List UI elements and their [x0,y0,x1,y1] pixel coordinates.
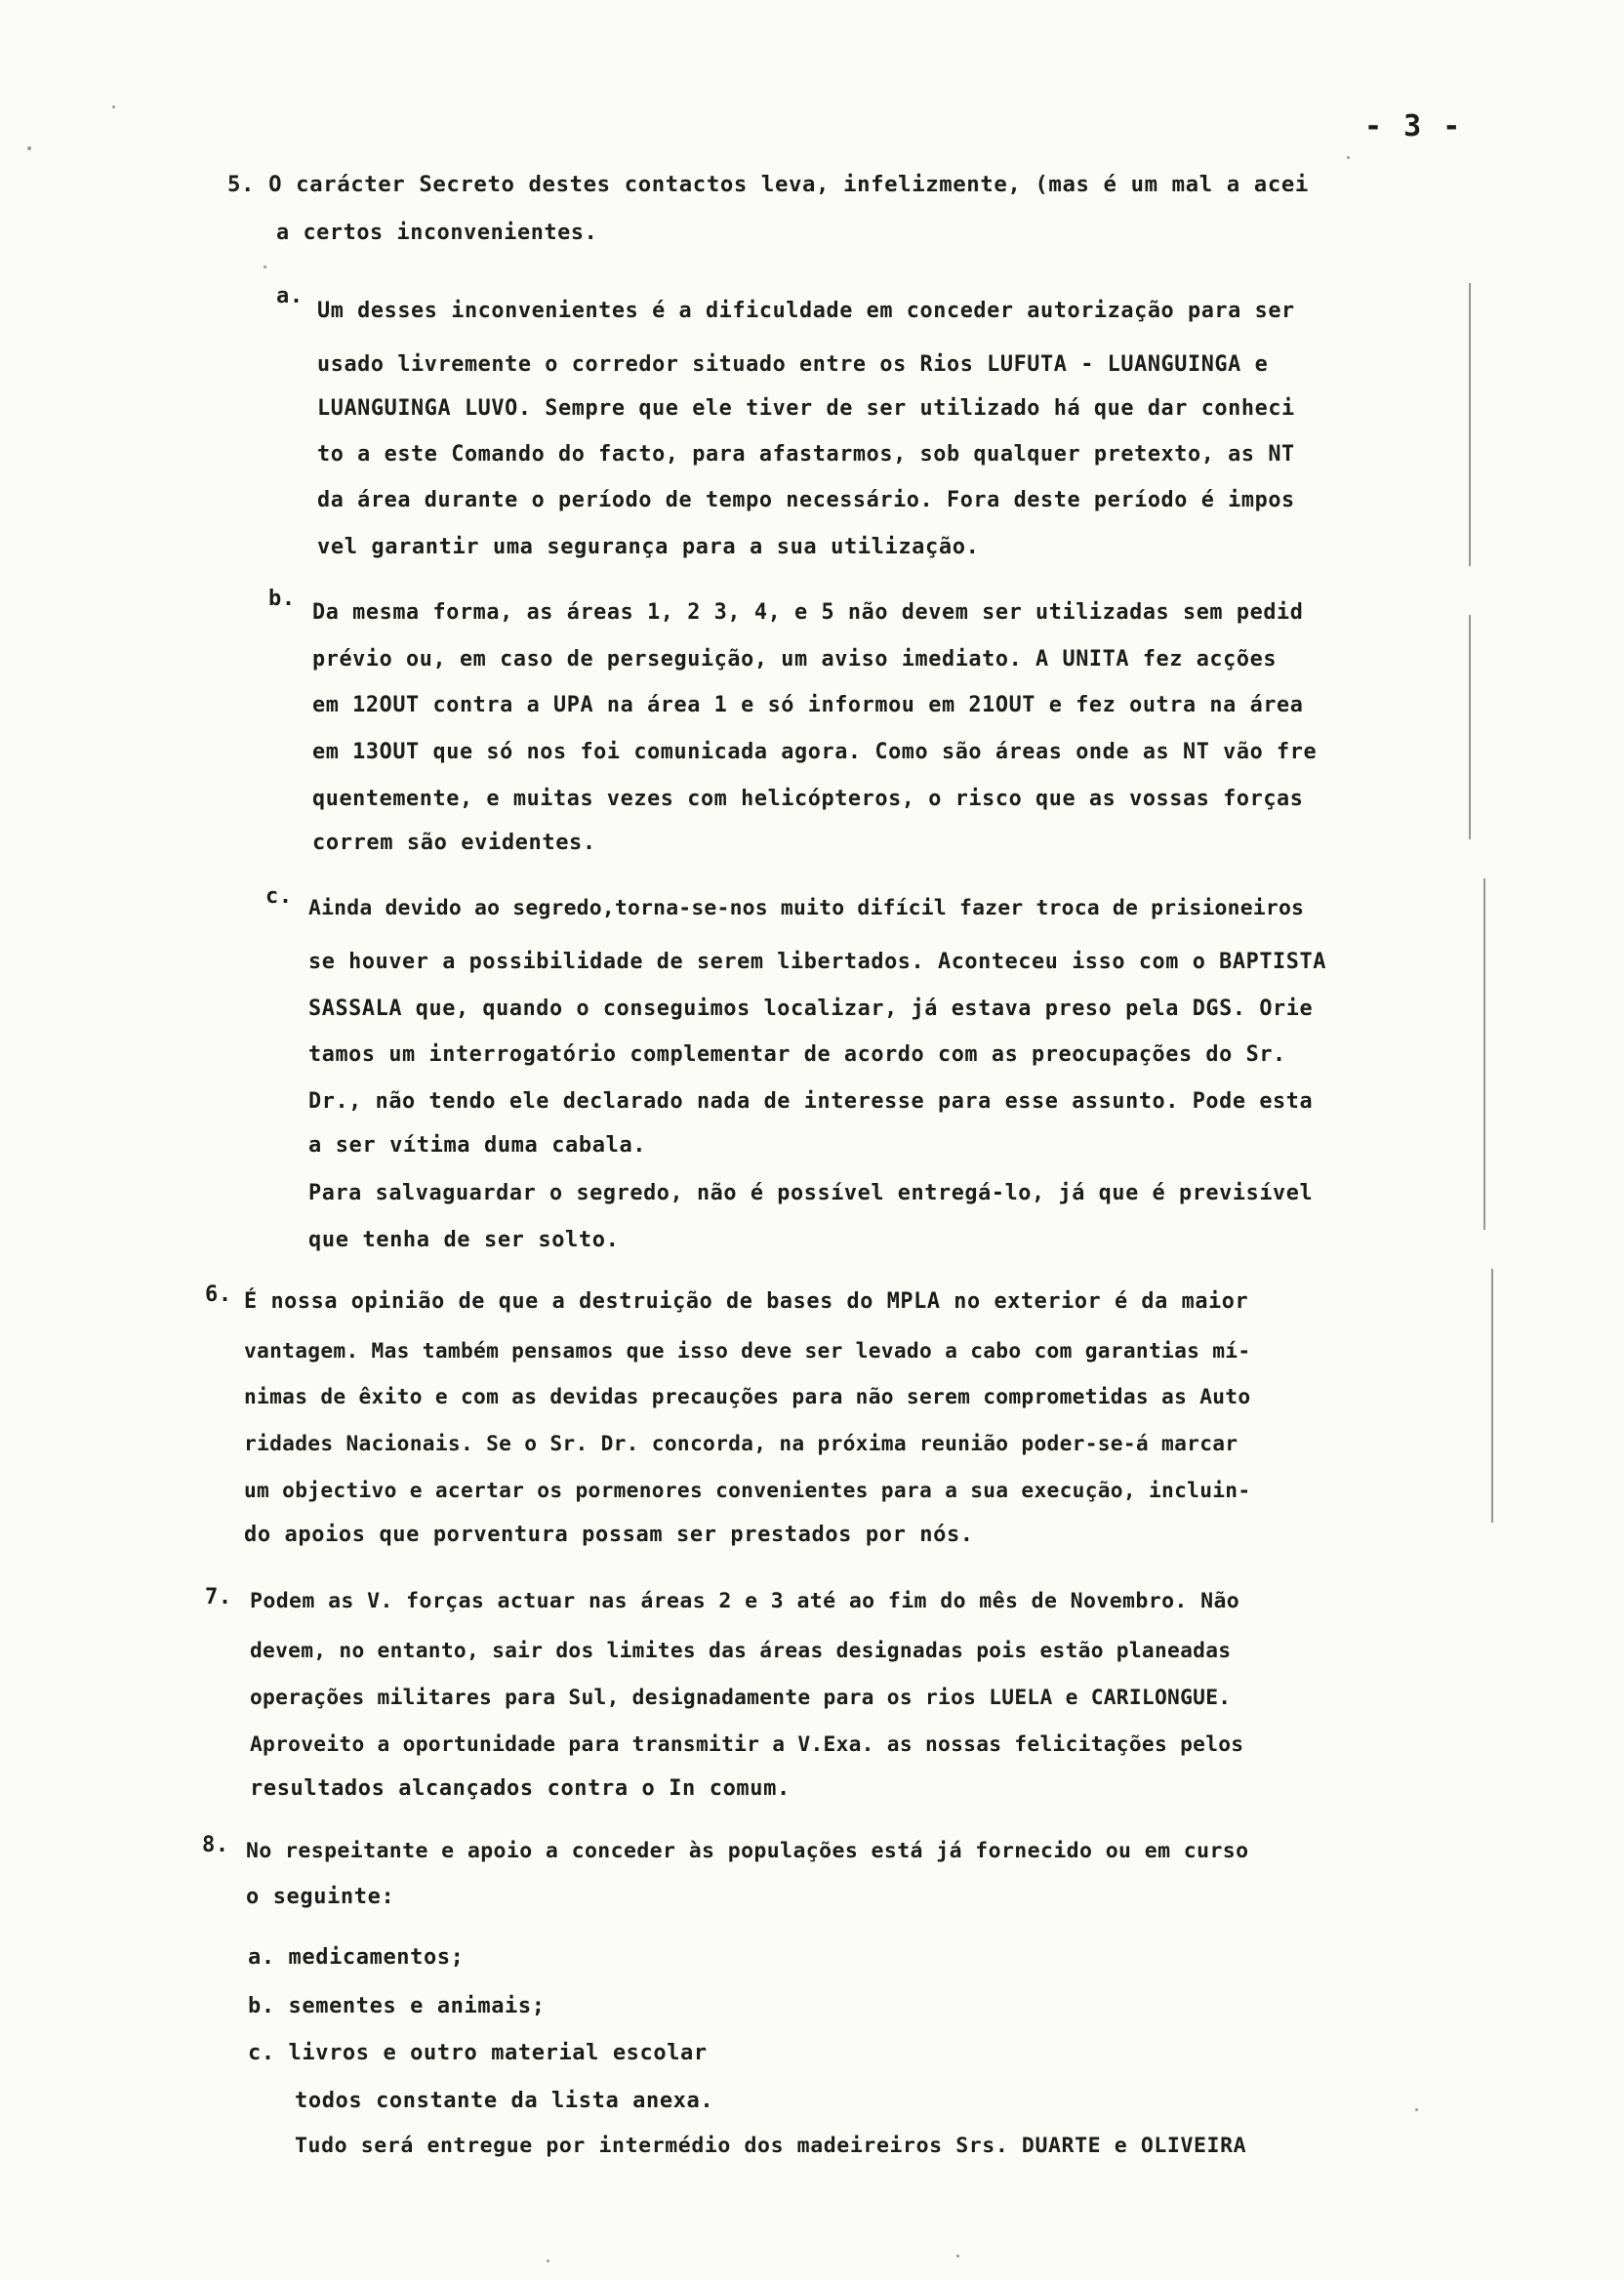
margin-mark [1483,878,1485,1230]
text-line: resultados alcançados contra o In comum. [250,1776,791,1801]
text-line: ridades Nacionais. Se o Sr. Dr. concorda, na próxima reunião poder-se-á marcar [244,1431,1238,1455]
text-line: prévio ou, em caso de perseguição, um aviso imediato. A UNITA fez acções [312,647,1278,672]
scan-speck [264,265,266,268]
text-line: todos constante da lista anexa. [295,2089,714,2113]
text-line: Tudo será entregue por intermédio dos madeireiros Srs. DUARTE e OLIVEIRA [295,2134,1247,2158]
text-line: Podem as V. forças actuar nas áreas 2 e 3 até ao fim do mês de Novembro. Não [250,1589,1240,1613]
text-line: operações militares para Sul, designadamente para os rios LUELA e CARILONGUE. [250,1685,1232,1709]
text-line: devem, no entanto, sair dos limites das áreas designadas pois estão planeadas [250,1638,1232,1662]
text-line: do apoios que porventura possam ser prestados por nós. [244,1523,974,1547]
text-line: vel garantir uma segurança para a sua utilização. [317,535,980,559]
text-line: to a este Comando do facto, para afastarmos, sob qualquer pretexto, as NT [317,442,1295,467]
list-item: a. medicamentos; [248,1945,465,1970]
text-line: SASSALA que, quando o conseguimos localizar, já estava preso pela DGS. Orie [308,997,1314,1021]
text-line: 5. O carácter Secreto destes contactos leva, infelizmente, (mas é um mal a acei [227,172,1309,197]
item-label: 8. [202,1833,229,1857]
text-line: Da mesma forma, as áreas 1, 2 3, 4, e 5 não devem ser utilizadas sem pedid [312,600,1304,625]
text-line: Ainda devido ao segredo,torna-se-nos muito difícil fazer troca de prisioneiros [308,896,1305,920]
item-label: 7. [205,1585,232,1609]
scan-speck [547,2260,549,2262]
text-line: o seguinte: [246,1885,395,1909]
scan-speck [1415,2108,1418,2111]
text-line: em 12OUT contra a UPA na área 1 e só informou em 21OUT e fez outra na área [312,693,1304,717]
page-number: - 3 - [1364,109,1463,143]
list-item: c. livros e outro material escolar [248,2041,708,2065]
text-line: que tenha de ser solto. [308,1228,620,1252]
text-line: LUANGUINGA LUVO. Sempre que ele tiver de ser utilizado há que dar conheci [317,396,1295,421]
text-line: Aproveito a oportunidade para transmitir a V.Exa. as nossas felicitações pelos [250,1731,1244,1756]
margin-mark [1469,283,1471,566]
scan-speck [27,146,31,150]
text-line: em 13OUT que só nos foi comunicada agora. Como são áreas onde as NT vão fre [312,740,1318,764]
text-line: Para salvaguardar o segredo, não é possível entregá-lo, já que é previsível [308,1181,1314,1205]
list-item: b. sementes e animais; [248,1994,546,2018]
scan-speck [1347,156,1350,159]
item-label: a. [276,284,304,308]
item-label: b. [268,587,296,611]
text-line: um objectivo e acertar os pormenores convenientes para a sua execução, incluin- [244,1478,1251,1502]
margin-mark [1469,615,1471,839]
scan-speck [956,2255,959,2258]
text-line: vantagem. Mas também pensamos que isso deve ser levado a cabo com garantias mí- [244,1338,1251,1363]
text-line: Um desses inconvenientes é a dificuldade em conceder autorização para ser [317,299,1295,323]
text-line: correm são evidentes. [312,831,596,855]
text-line: da área durante o período de tempo necessário. Fora deste período é impos [317,488,1295,512]
margin-mark [1491,1269,1493,1523]
text-line: se houver a possibilidade de serem libertados. Aconteceu isso com o BAPTISTA [308,950,1326,974]
text-line: nimas de êxito e com as devidas precauções para não serem comprometidas as Auto [244,1384,1251,1408]
item-label: c. [265,884,293,909]
text-line: a ser vítima duma cabala. [308,1133,647,1158]
text-line: usado livremente o corredor situado entre os Rios LUFUTA - LUANGUINGA e [317,352,1269,377]
text-line: quentemente, e muitas vezes com helicópteros, o risco que as vossas forças [312,787,1304,811]
scan-speck [112,105,115,108]
text-line: tamos um interrogatório complementar de acordo com as preocupações do Sr. [308,1042,1286,1067]
text-line: É nossa opinião de que a destruição de bases do MPLA no exterior é da maior [244,1289,1249,1314]
text-line: a certos inconvenientes. [276,221,598,245]
text-line: No respeitante e apoio a conceder às populações está já fornecido ou em curso [246,1839,1249,1863]
text-line: Dr., não tendo ele declarado nada de interesse para esse assunto. Pode esta [308,1089,1314,1114]
item-label: 6. [205,1282,232,1307]
